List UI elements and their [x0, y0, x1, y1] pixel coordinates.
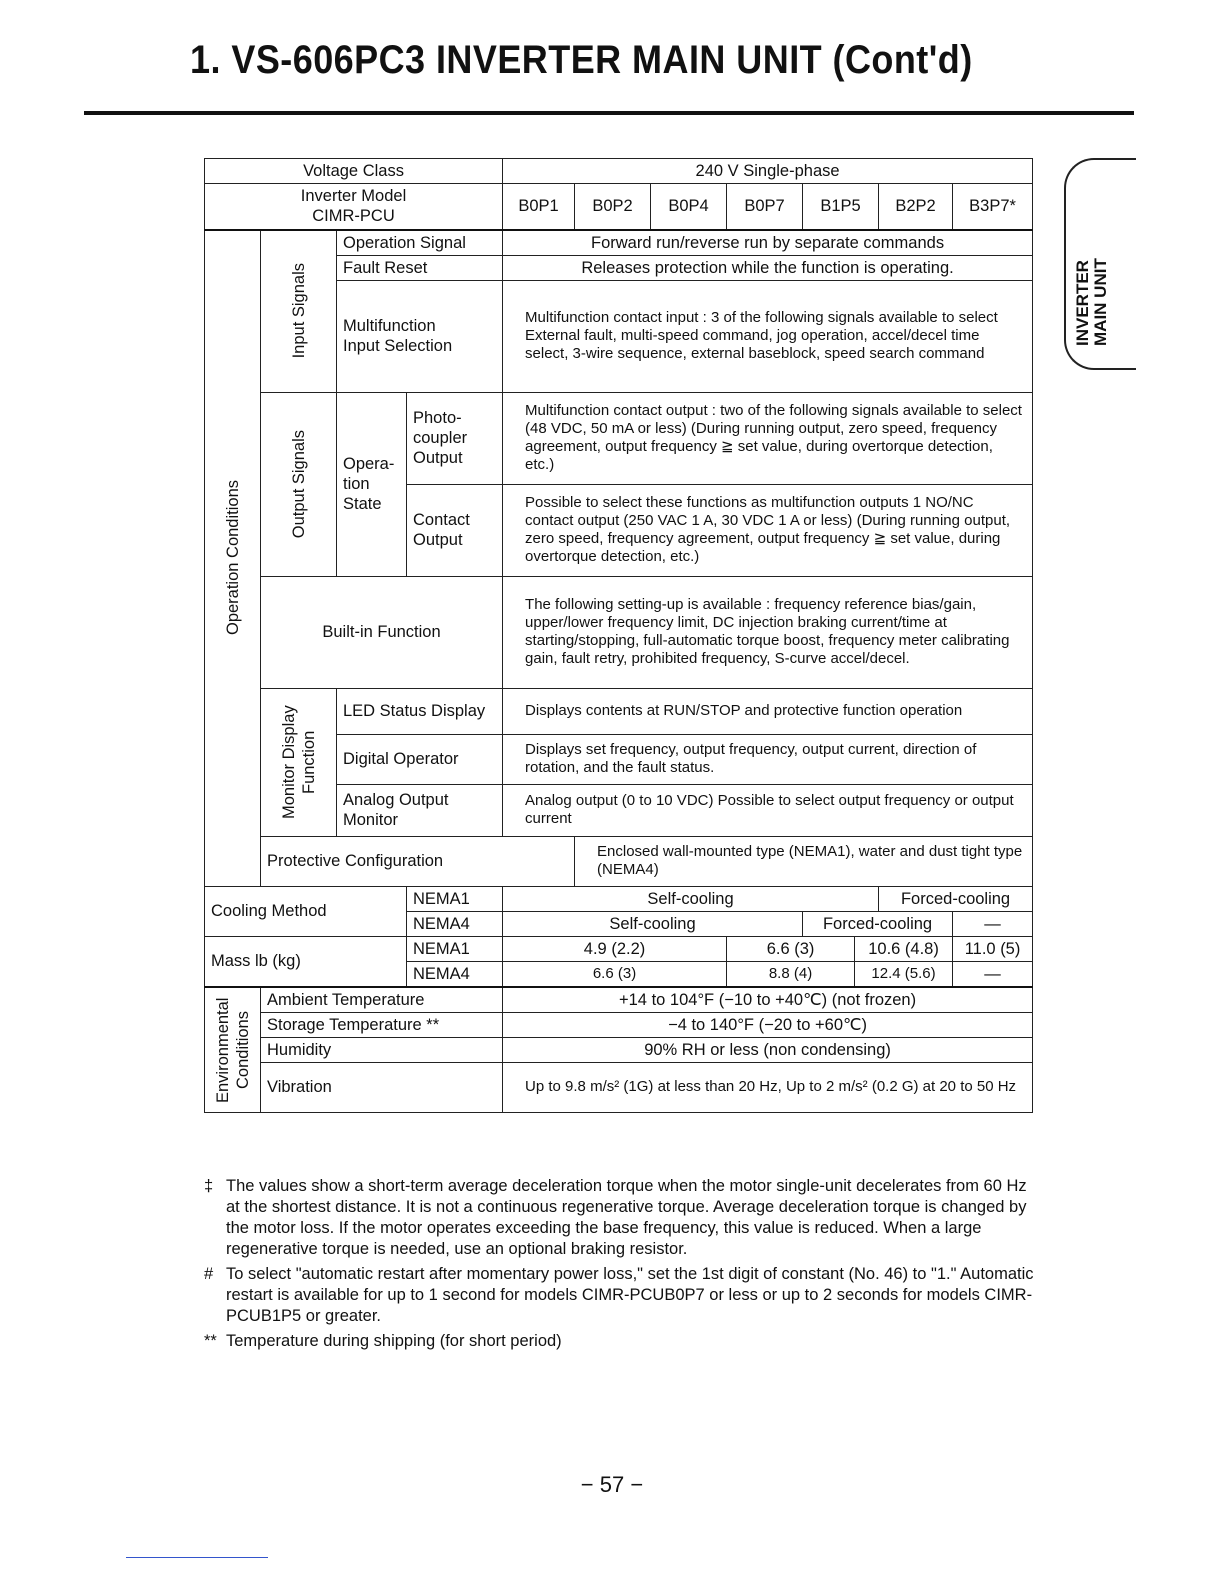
model-b0p4: B0P4: [651, 184, 727, 230]
voltage-row: [205, 159, 1033, 184]
footnote-text: To select "automatic restart after momentary power loss," set the 1st digit of constant (No. 46) to "1." Automatic restart is available for up to 1 second for models CIMR-PCUB0P7 or less or up to 2 seconds for models CIMR-PCUB1P5 or greater.: [226, 1265, 1034, 1325]
section-tab-label: [1074, 258, 1110, 346]
model-b0p2: B0P2: [575, 184, 651, 230]
model-b1p5: B1P5: [803, 184, 879, 230]
multifunction-value: Multifunction contact input : 3 of the following signals available to select External fault, multi-speed command, jog operation, accel/decel time select, 3-wire sequence, external baseblock, speed search command: [503, 280, 1033, 392]
model-b3p7: B3P7*: [953, 184, 1033, 230]
voltage-class-label: Voltage Class: [205, 159, 503, 184]
humidity-value: 90% RH or less (non condensing): [503, 1037, 1033, 1062]
section-tab: [1064, 158, 1136, 370]
footer-line: [126, 1557, 268, 1558]
analog-value: Analog output (0 to 10 VDC) Possible to select output frequency or output current: [503, 784, 1033, 836]
mass-nema1-2: 6.6 (3): [727, 936, 855, 961]
page-title: 1. VS-606PC3 INVERTER MAIN UNIT (Cont'd): [190, 38, 973, 82]
footnote-mark: **: [204, 1332, 217, 1350]
spec-table: [204, 158, 1033, 1113]
mass-nema4-1: 6.6 (3): [503, 961, 727, 987]
mass-nema4-2: 8.8 (4): [727, 961, 855, 987]
model-label-line2: CIMR-PCU: [312, 207, 395, 226]
vibration-row: [205, 1062, 1033, 1112]
model-b0p1: B0P1: [503, 184, 575, 230]
voltage-class-value: 240 V Single-phase: [503, 159, 1033, 184]
operation-signal-value: Forward run/reverse run by separate commands: [503, 230, 1033, 256]
multifunction-label-line1: Multifunction: [343, 317, 436, 335]
footnote: [204, 1264, 1034, 1327]
cooling-nema4-self: Self-cooling: [503, 911, 803, 936]
mass-nema4-4: —: [953, 961, 1033, 987]
model-b0p7: B0P7: [727, 184, 803, 230]
built-in-row: [205, 576, 1033, 688]
photo-coupler-label: Photo- coupler Output: [407, 392, 503, 484]
model-label: [205, 184, 503, 230]
storage-value: −4 to 140°F (−20 to +60℃): [503, 1012, 1033, 1037]
ambient-value: +14 to 104°F (−10 to +40℃) (not frozen): [503, 987, 1033, 1013]
model-b2p2: B2P2: [879, 184, 953, 230]
mass-nema1-3: 10.6 (4.8): [855, 936, 953, 961]
model-label-line1: Inverter Model: [300, 187, 407, 206]
led-label: LED Status Display: [337, 688, 503, 734]
fault-reset-label: Fault Reset: [337, 255, 503, 280]
cooling-nema4-forced: Forced-cooling: [803, 911, 953, 936]
humidity-row: [205, 1037, 1033, 1062]
cooling-nema4-label: NEMA4: [407, 911, 503, 936]
tab-line-1: INVERTER: [1073, 260, 1092, 346]
protective-value: Enclosed wall-mounted type (NEMA1), water and dust tight type (NEMA4): [575, 836, 1033, 886]
built-in-value: The following setting-up is available : frequency reference bias/gain, upper/lower frequency limit, DC injection braking current/time at starting/stopping, full-automatic torque boost, frequency meter calibrating gain, fault retry, prohibited frequency, S-curve accel/decel.: [503, 576, 1033, 688]
built-in-label: Built-in Function: [261, 576, 503, 688]
operation-signal-label: Operation Signal: [337, 230, 503, 256]
footnote-text: The values show a short-term average deceleration torque when the motor single-unit decelerates from 60 Hz at the shortest distance. It is not a continuous regenerative torque. Average deceleration torque is changed by the motor loss. If the motor operates exceeding the base frequency, this value is reduced. When a large regenerative torque is needed, use an optional braking resistor.: [226, 1177, 1027, 1258]
operation-conditions-label: [205, 230, 261, 887]
footnote: [204, 1331, 1034, 1352]
photo-coupler-value: Multifunction contact output : two of the following signals available to select (48 VDC, 50 mA or less) (During running output, zero speed, frequency agreement, output frequency ≧ set value, during overtorque detection, etc.): [503, 392, 1033, 484]
cooling-nema1-self: Self-cooling: [503, 886, 879, 911]
mass-nema4-3: 12.4 (5.6): [855, 961, 953, 987]
footnote-text: Temperature during shipping (for short period): [226, 1332, 562, 1350]
cooling-nema4-na: —: [953, 911, 1033, 936]
input-signals-label: [261, 230, 337, 393]
protective-label: Protective Configuration: [261, 836, 575, 886]
vibration-label: Vibration: [261, 1062, 503, 1112]
cooling-nema1-row: [205, 886, 1033, 911]
led-row: [205, 688, 1033, 734]
protective-row: [205, 836, 1033, 886]
mass-nema4-label: NEMA4: [407, 961, 503, 987]
footnote: [204, 1176, 1034, 1260]
monitor-display-label: [261, 688, 337, 836]
operation-state-label: Opera- tion State: [337, 392, 407, 576]
cooling-nema1-label: NEMA1: [407, 886, 503, 911]
cooling-nema1-forced: Forced-cooling: [879, 886, 1033, 911]
ambient-row: [205, 987, 1033, 1013]
mass-nema1-1: 4.9 (2.2): [503, 936, 727, 961]
output-signals-label: [261, 392, 337, 576]
operation-signal-row: [205, 230, 1033, 256]
fault-reset-value: Releases protection while the function is operating.: [503, 255, 1033, 280]
contact-output-label: Contact Output: [407, 484, 503, 576]
multifunction-label: [337, 280, 503, 392]
led-value: Displays contents at RUN/STOP and protective function operation: [503, 688, 1033, 734]
mass-nema1-row: [205, 936, 1033, 961]
multifunction-label-line2: Input Selection: [343, 337, 453, 355]
ambient-label: Ambient Temperature: [261, 987, 503, 1013]
mass-nema1-label: NEMA1: [407, 936, 503, 961]
photocoupler-row: [205, 392, 1033, 484]
title-rule: [84, 111, 1134, 115]
storage-label: Storage Temperature **: [261, 1012, 503, 1037]
analog-label: Analog Output Monitor: [337, 784, 503, 836]
contact-output-value: Possible to select these functions as multifunction outputs 1 NO/NC contact output (250 VAC 1 A, 30 VDC 1 A or less) (During running output, zero speed, frequency agreement, output frequency ≧ set value, during overtorque detection, etc.): [503, 484, 1033, 576]
mass-label: Mass lb (kg): [205, 936, 407, 987]
digital-operator-value: Displays set frequency, output frequency, output current, direction of rotation, and the fault status.: [503, 734, 1033, 784]
footnote-mark: ‡: [204, 1177, 214, 1195]
footnotes: [204, 1176, 1034, 1356]
model-row: [205, 184, 1033, 230]
output-signals-text: Output Signals: [289, 429, 308, 539]
cooling-label: Cooling Method: [205, 886, 407, 936]
input-signals-text: Input Signals: [289, 263, 308, 359]
mass-nema1-4: 11.0 (5): [953, 936, 1033, 961]
operation-conditions-text: Operation Conditions: [223, 480, 242, 636]
tab-line-2: MAIN UNIT: [1091, 258, 1110, 346]
environmental-label: [205, 987, 261, 1113]
humidity-label: Humidity: [261, 1037, 503, 1062]
environmental-text: Environmental Conditions: [213, 996, 252, 1103]
page-number: − 57 −: [580, 1472, 644, 1497]
digital-operator-label: Digital Operator: [337, 734, 503, 784]
vibration-value: Up to 9.8 m/s² (1G) at less than 20 Hz, Up to 2 m/s² (0.2 G) at 20 to 50 Hz: [503, 1062, 1033, 1112]
monitor-display-text: Monitor Display Function: [279, 705, 318, 819]
footnote-mark: #: [204, 1265, 214, 1283]
storage-row: [205, 1012, 1033, 1037]
